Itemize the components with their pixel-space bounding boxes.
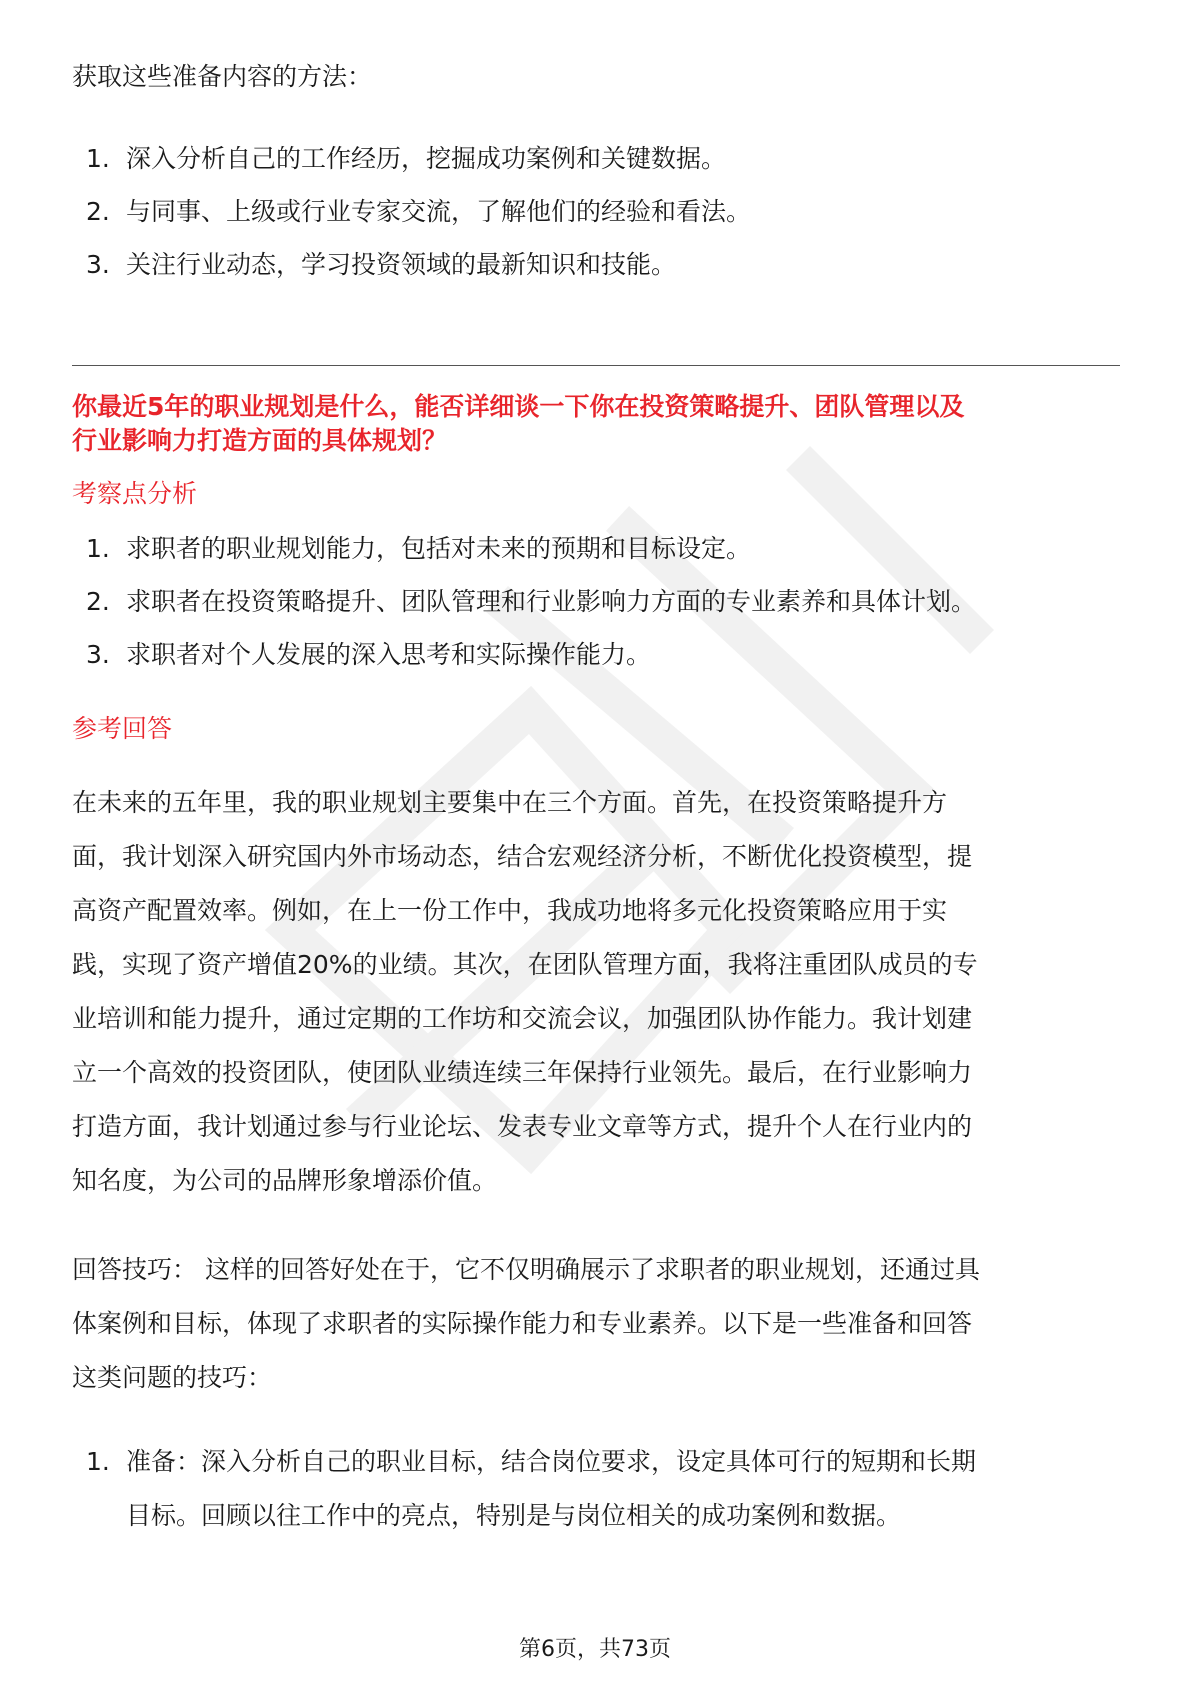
list-item: 与同事、上级或行业专家交流，了解他们的经验和看法。 <box>126 197 752 226</box>
watermark-graphic <box>210 410 1010 1230</box>
list-item: 求职者对个人发展的深入思考和实际操作能力。 <box>126 640 652 669</box>
analysis-title: 考察点分析 <box>72 479 198 508</box>
paragraph-line: 打造方面，我计划通过参与行业论坛、发表专业文章等方式，提升个人在行业内的 <box>72 1112 973 1141</box>
paragraph-line: 体案例和目标，体现了求职者的实际操作能力和专业素养。以下是一些准备和回答 <box>72 1309 973 1338</box>
list-item-number: 1. <box>86 144 110 173</box>
paragraph-line: 业培训和能力提升，通过定期的工作坊和交流会议，加强团队协作能力。我计划建 <box>72 1004 973 1033</box>
list-item: 求职者在投资策略提升、团队管理和行业影响力方面的专业素养和具体计划。 <box>126 587 977 616</box>
paragraph-line: 在未来的五年里，我的职业规划主要集中在三个方面。首先，在投资策略提升方 <box>72 788 948 817</box>
answer-title: 参考回答 <box>72 714 173 743</box>
paragraph-line: 回答技巧： 这样的回答好处在于，它不仅明确展示了求职者的职业规划，还通过具 <box>72 1255 980 1284</box>
intro-heading: 获取这些准备内容的方法： <box>72 62 373 91</box>
list-item-line: 目标。回顾以往工作中的亮点，特别是与岗位相关的成功案例和数据。 <box>126 1501 902 1530</box>
question-line: 行业影响力打造方面的具体规划？ <box>72 426 448 455</box>
question-line: 你最近5年的职业规划是什么，能否详细谈一下你在投资策略提升、团队管理以及 <box>72 392 965 421</box>
list-item-number: 1. <box>86 534 110 563</box>
paragraph-line: 这类问题的技巧： <box>72 1363 273 1392</box>
paragraph-line: 立一个高效的投资团队，使团队业绩连续三年保持行业领先。最后，在行业影响力 <box>72 1058 973 1087</box>
paragraph-line: 践，实现了资产增值20%的业绩。其次，在团队管理方面，我将注重团队成员的专 <box>72 950 978 979</box>
list-item: 深入分析自己的工作经历，挖掘成功案例和关键数据。 <box>126 144 727 173</box>
paragraph-line: 知名度，为公司的品牌形象增添价值。 <box>72 1166 498 1195</box>
list-item: 求职者的职业规划能力，包括对未来的预期和目标设定。 <box>126 534 752 563</box>
paragraph-line: 高资产配置效率。例如，在上一份工作中，我成功地将多元化投资策略应用于实 <box>72 896 948 925</box>
list-item-number: 1. <box>86 1447 110 1476</box>
list-item: 关注行业动态，学习投资领域的最新知识和技能。 <box>126 250 677 279</box>
paragraph-line: 面，我计划深入研究国内外市场动态，结合宏观经济分析，不断优化投资模型，提 <box>72 842 973 871</box>
list-item-number: 3. <box>86 640 110 669</box>
section-divider <box>72 365 1120 366</box>
list-item-number: 2. <box>86 197 110 226</box>
list-item-number: 2. <box>86 587 110 616</box>
page-number-footer: 第6页，共73页 <box>519 1637 671 1662</box>
list-item-line: 准备：深入分析自己的职业目标，结合岗位要求，设定具体可行的短期和长期 <box>126 1447 977 1476</box>
list-item-number: 3. <box>86 250 110 279</box>
